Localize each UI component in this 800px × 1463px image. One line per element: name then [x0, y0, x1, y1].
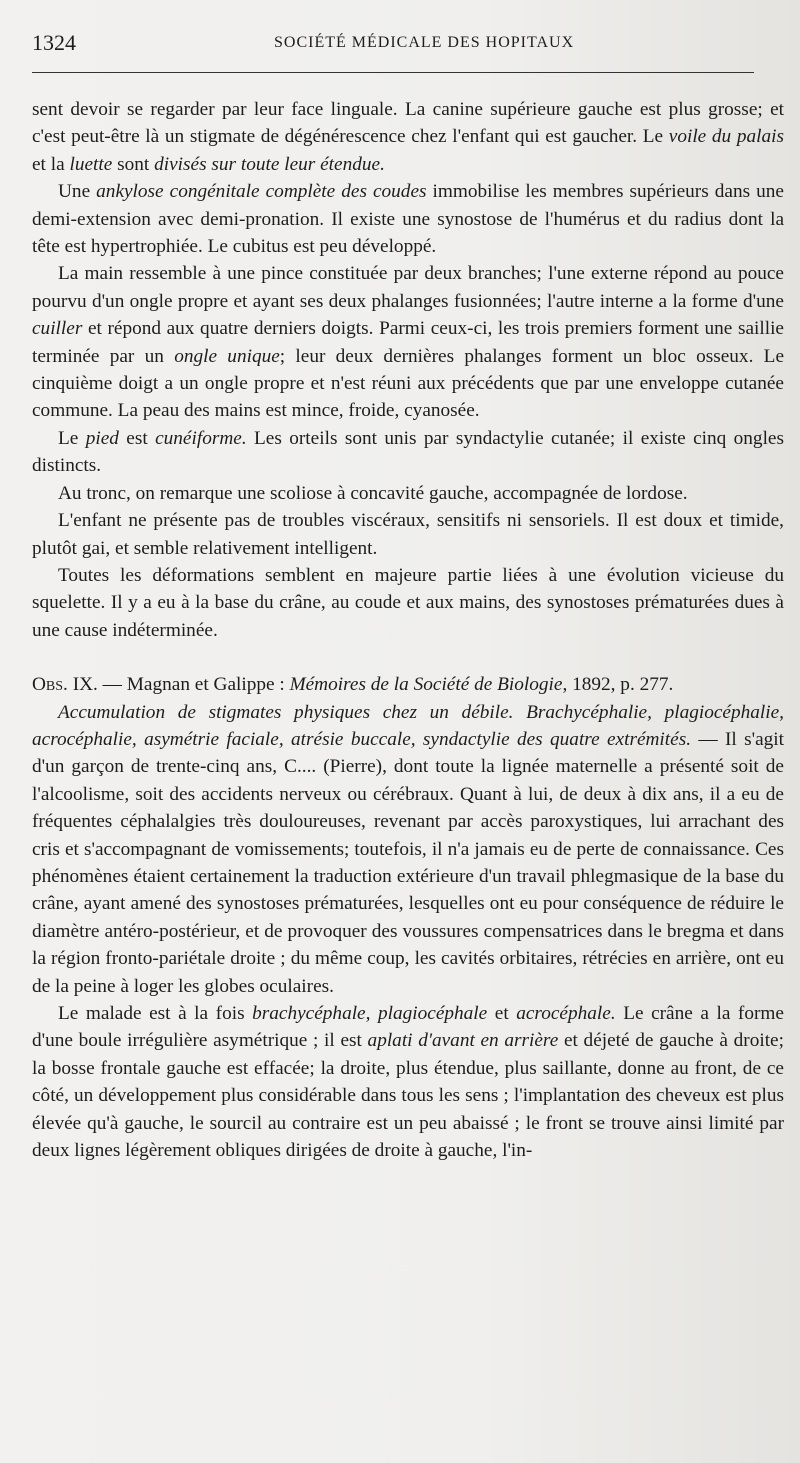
italic-run: pied: [85, 427, 119, 449]
paragraph-8: [32, 699, 784, 1000]
text-run: ; leur deux dernières phalanges forment un bloc osseux. Le cinquième doigt a un ongle propre et n'est réuni aux précédents que par une enveloppe cutanée commune. La peau des mains est mince, froide, cyanosée.: [32, 345, 784, 422]
italic-run: brachycéphale, plagiocéphale: [252, 1003, 488, 1024]
italic-run: cuiller: [32, 318, 83, 340]
italic-run: divisés sur toute leur étendue.: [154, 153, 385, 175]
paragraph-3: [32, 260, 784, 424]
paragraph-7: Toutes les déformations semblent en majeure partie liées à une évolution vicieuse du squelette. Il y a eu à la base du crâne, au coude et aux mains, des synostoses prématurées dues à une cause indéterminée.: [32, 564, 784, 641]
text-run: et déjeté de gauche à droite; la bosse frontale gauche est effacée; la droite, plus étendue, plus saillante, donne au front, de ce côté, un développement plus considérable dans tous les sens ; l'implantation des cheveux est plus élevée qu'à gauche, le sourcil au contraire est un peu abaissé ; le front se trouve ainsi limité par deux lignes légèrement obliques dirigées de droite à gauche, l'in-: [32, 1030, 784, 1162]
text-run: et: [487, 1003, 517, 1024]
text-run: et répond aux quatre derniers doigts. Parmi ceux-ci, les trois premiers forment une saillie terminée par un: [32, 318, 784, 367]
header-rule: [32, 72, 754, 73]
paragraph-6: L'enfant ne présente pas de troubles viscéraux, sensitifs ni sensoriels. Il est doux et timide, plutôt gai, et semble relativement intelligent.: [32, 510, 784, 559]
italic-run: luette: [69, 153, 113, 175]
paragraph-1: [32, 96, 784, 178]
observation-label: Obs. IX.: [32, 674, 98, 696]
body-text: [32, 96, 784, 1164]
observation-reference: , 1892, p. 277.: [562, 674, 674, 696]
text-run: Le crâne a la forme d'une boule irrégulière asymétrique ; il est: [32, 1003, 784, 1052]
page-header: [30, 28, 760, 58]
text-run: —: [97, 674, 127, 696]
paragraph-2: [32, 178, 784, 260]
text-run: Le: [58, 427, 86, 449]
page-number: 1324: [32, 30, 76, 55]
text-run: immobilise les membres supérieurs dans une demi-extension avec demi-pronation. Il existe une synostose de l'humérus et du radius dont la tête est hypertrophiée. Le cubitus est peu développé.: [32, 181, 784, 258]
italic-run: voile du palais: [668, 126, 784, 148]
observation-source: Mémoires de la Société de Biologie: [289, 674, 563, 696]
text-run: Le malade est à la fois: [58, 1003, 253, 1024]
text-run: sent devoir se regarder par leur face linguale. La canine supérieure gauche est plus grosse; et c'est peut-être là un stigmate de dégénérescence chez l'enfant qui est gaucher. Le: [32, 99, 784, 148]
italic-run: acrocéphale.: [516, 1003, 616, 1024]
text-run: La main ressemble à une pince constituée par deux branches; l'une externe répond au pouce pourvu d'un ongle propre et ayant ses deux phalanges fusionnées; l'autre interne a la forme d'une: [32, 263, 784, 312]
text-run: Une: [58, 181, 97, 203]
text-run: sont: [112, 153, 155, 175]
paragraph-9: [32, 1000, 784, 1164]
text-run: Les orteils sont unis par syndactylie cutanée; il existe cinq ongles distincts.: [32, 427, 784, 477]
italic-run: Accumulation de stigmates physiques chez un débile. Brachycéphalie, plagiocéphalie, acrocéphalie, asymétrie faciale, atrésie buccale, syndactylie des quatre extrémités.: [32, 701, 784, 750]
observation-authors: Magnan et Galippe :: [126, 674, 290, 696]
text-run: est: [118, 427, 156, 449]
text-run: — Il s'agit d'un garçon de trente-cinq ans, C.... (Pierre), dont toute la lignée maternelle a présenté soit de l'alcoolisme, soit des accidents nerveux ou cérébraux. Quant à lui, de deux à dix ans, il a eu de fréquentes céphalalgies très douloureuses, revenant par accès paroxystiques, lui arrachant des cris et s'accompagnant de vomissements; toutefois, il n'a jamais eu de perte de connaissance. Ces phénomènes étaient certainement la traduction extérieure d'un travail phlegmasique de la base du crâne, ayant amené des synostoses prématurées, lesquelles ont eu pour conséquence de réduire le diamètre antéro-postérieur, et de provoquer des voussures compensatrices dans le bregma et dans la région fronto-pariétale droite ; du même coup, les cavités orbitaires, rétrécies en arrière, ont eu de la peine à loger les globes oculaires.: [32, 728, 784, 997]
italic-run: cunéiforme.: [155, 427, 247, 449]
running-title: SOCIÉTÉ MÉDICALE DES HOPITAUX: [274, 34, 575, 51]
observation-heading: [32, 671, 784, 698]
paragraph-5: Au tronc, on remarque une scoliose à concavité gauche, accompagnée de lordose.: [58, 482, 688, 504]
italic-run: aplati d'avant en arrière: [367, 1030, 559, 1052]
paragraph-4: [32, 425, 784, 480]
italic-run: ongle unique: [174, 345, 280, 367]
italic-run: ankylose congénitale complète des coudes: [96, 181, 427, 203]
text-run: et la: [32, 153, 70, 175]
